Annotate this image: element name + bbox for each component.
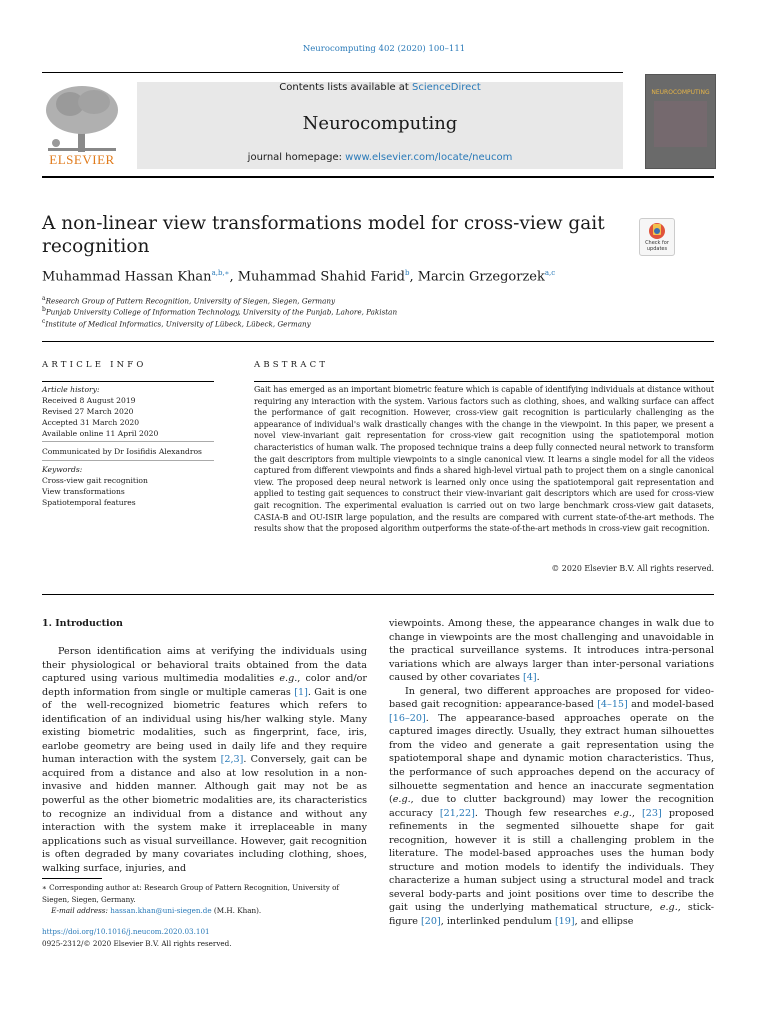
affiliation xyxy=(42,318,311,328)
paragraph xyxy=(42,645,367,875)
abstract-text: Gait has emerged as an important biometric feature which is capable of identifying individuals at distance without requiring any interaction with the system. Various factors such as clothing, shoes, and walking surface can affect the performance of gait recognition. However, cross-view gait recognition is particularly challenging as the appearance of individual's walk drastically changes with the change in the viewpoint. In this paper, we present a novel view-invariant gait representation for cross-view gait recognition using the spatiotemporal motion characteristics of human walk. The proposed technique trains a deep fully connected neural network to transform the gait descriptors from multiple viewpoints to a single canonical view. It learns a single model for all the videos captured from different viewpoints and finds a shared high-level virtual path to project them on a single canonical view. The proposed deep neural network is learned only once using the spatiotemporal gait representation and applied to testing gait sequences to construct their view-invariant gait descriptors which are used for cross-view gait recognition. The experimental evaluation is carried out on two large benchmark cross-view gait datasets, CASIA-B and OU-ISIR large population, and the results are compared with current state-of-the-art methods. The results show that the proposed algorithm outperforms the state-of-the-art methods in cross-view gait recognition. xyxy=(254,385,714,534)
section-rule xyxy=(42,341,714,342)
body-column-right xyxy=(389,617,714,929)
citation-link[interactable]: [4–15] xyxy=(597,699,628,711)
citation-link[interactable]: [19] xyxy=(554,916,575,928)
author-separator: , xyxy=(409,269,418,285)
text-run: viewpoints. Among these, the appearance changes in walk due to change in viewpoints are the most challenging and unavoidable in the practical surveillance systems. It introduces intra-personal variations which are always larger than inter-personal variations caused by other covariates xyxy=(389,618,714,684)
header-bottom-rule xyxy=(42,176,714,178)
text-run: , and ellipse xyxy=(574,916,634,928)
doi-link[interactable]: https://doi.org/10.1016/j.neucom.2020.03.101 xyxy=(42,927,210,936)
text-run: , due to clutter background) may lower the recognition accuracy xyxy=(389,794,714,819)
text-run: , stick-figure xyxy=(389,902,714,928)
italic-text: e.g. xyxy=(279,673,298,685)
citation-link[interactable]: [2,3] xyxy=(220,754,244,766)
footnote-rule xyxy=(42,878,102,879)
text-run: , color and/or depth information from single or multiple cameras xyxy=(42,673,367,698)
affiliation-text: Research Group of Pattern Recognition, University of Siegen, Siegen, Germany xyxy=(45,296,336,306)
author-affiliation-mark[interactable]: a,b,∗ xyxy=(211,269,230,277)
journal-homepage xyxy=(137,152,623,163)
article-title: A non-linear view transformations model for cross-view gait recognition xyxy=(42,213,605,257)
paragraph xyxy=(389,685,714,929)
accepted-date: Accepted 31 March 2020 xyxy=(42,418,140,427)
article-info-divider xyxy=(42,441,214,442)
keywords-label: Keywords: xyxy=(42,465,83,474)
author-separator: , xyxy=(229,269,238,285)
author-name[interactable]: Marcin Grzegorzek xyxy=(417,269,545,285)
contents-line xyxy=(137,82,623,93)
email-suffix: (M.H. Khan). xyxy=(211,906,262,915)
history-label: Article history: xyxy=(42,385,100,394)
corresponding-author-note: ∗ Corresponding author at: Research Group of Pattern Recognition, University of Siegen, Siegen, Germany. xyxy=(42,883,340,904)
text-run: , interlinked pendulum xyxy=(440,916,555,928)
section-rule xyxy=(42,594,714,595)
affiliation xyxy=(42,295,335,305)
journal-cover-image[interactable] xyxy=(645,74,716,169)
keyword: Cross-view gait recognition xyxy=(42,476,148,485)
online-date: Available online 11 April 2020 xyxy=(42,429,159,438)
cover-title: NEUROCOMPUTING xyxy=(651,89,710,96)
citation-link[interactable]: [4] xyxy=(522,672,537,684)
received-date: Received 8 August 2019 xyxy=(42,396,136,405)
affiliation-mark: a xyxy=(42,295,46,302)
affiliation xyxy=(42,306,397,316)
affiliation-mark: b xyxy=(42,306,46,313)
article-info-divider xyxy=(42,460,214,461)
abstract-rule xyxy=(254,381,714,382)
text-run: . The appearance-based approaches operate on the captured images directly. Usually, they extract human silhouettes from the video and generate a gait representation using the spatiotemporal shape and dynamic motion characteristics. Thus, the performance of such approaches depend on the accuracy of silhouette segmentation and hence an inaccurate segmentation ( xyxy=(389,712,714,806)
citation-link[interactable]: [16–20] xyxy=(389,712,426,724)
italic-text: e.g. xyxy=(659,902,678,914)
sciencedirect-link[interactable]: ScienceDirect xyxy=(412,82,481,93)
affiliation-mark: c xyxy=(42,318,46,325)
header-top-rule xyxy=(42,72,623,73)
text-run: In general, two different approaches are proposed for video-based gait recognition: appearance-based xyxy=(389,685,714,711)
body-column-left xyxy=(42,645,367,875)
introduction-heading: 1. Introduction xyxy=(42,618,123,629)
email-line xyxy=(42,905,367,917)
author-list xyxy=(42,269,555,284)
text-run: and model-based xyxy=(627,699,714,711)
text-run: . Gait is one of the well-recognized biometric features which refers to identification of an individual using his/her walking style. Many existing biometric modalities, such as fingerprint, face, iris, earlobe geometry are being used in daily life and they require human interaction with the system xyxy=(42,686,367,766)
cover-graphic xyxy=(654,101,707,147)
italic-text: e.g. xyxy=(392,794,411,806)
citation-link[interactable]: [20] xyxy=(421,916,441,928)
author-name[interactable]: Muhammad Hassan Khan xyxy=(42,269,212,285)
email-label: E-mail address: xyxy=(51,906,111,915)
text-run: , xyxy=(631,807,643,819)
citation-link[interactable]: [21,22] xyxy=(439,807,475,819)
paragraph xyxy=(389,617,714,685)
check-for-updates-badge[interactable] xyxy=(639,218,675,256)
italic-text: e.g. xyxy=(613,807,632,819)
text-run: . xyxy=(536,672,540,684)
issn-copyright: 0925-2312/© 2020 Elsevier B.V. All rights reserved. xyxy=(42,939,232,948)
citation-link[interactable]: [23] xyxy=(642,807,662,819)
journal-title: Neurocomputing xyxy=(302,113,458,134)
elsevier-wordmark: ELSEVIER xyxy=(49,152,115,167)
footnote xyxy=(42,882,367,917)
text-run: . Though few researches xyxy=(474,807,614,819)
citation-link[interactable]: [1] xyxy=(294,686,308,698)
check-updates-icon xyxy=(640,219,674,241)
author-affiliation-mark[interactable]: a,c xyxy=(544,269,556,277)
contents-prefix: Contents lists available at xyxy=(279,82,413,93)
communicated-by: Communicated by Dr Iosifidis Alexandros xyxy=(42,447,202,456)
author-name[interactable]: Muhammad Shahid Farid xyxy=(237,269,405,285)
abstract-copyright: © 2020 Elsevier B.V. All rights reserved. xyxy=(551,564,714,573)
email-link[interactable]: hassan.khan@uni-siegen.de xyxy=(110,906,212,915)
keyword: Spatiotemporal features xyxy=(42,498,136,507)
article-info-heading: ARTICLE INFO xyxy=(42,360,147,370)
text-run: Person identification aims at verifying the individuals using their physiological or behavioral traits obtained from the data captured using various multimedia modalities xyxy=(42,646,367,685)
text-run: . Conversely, gait can be acquired from a distance and also at low resolution in a non-invasive and hidden manner. Although gait may not be as powerful as the other biometric modalities are, its characteristics to recognize an individual from a distance and without any interaction with the system make it irreplaceable in many applications such as visual surveillance. However, gait recognition is often degraded by many covariates including clothing, shoes, walking surface, injuries, and xyxy=(42,754,367,874)
journal-reference[interactable]: Neurocomputing 402 (2020) 100–111 xyxy=(302,44,466,54)
keyword: View transformations xyxy=(42,487,125,496)
affiliation-text: Institute of Medical Informatics, University of Lübeck, Lübeck, Germany xyxy=(45,319,311,329)
abstract-heading: ABSTRACT xyxy=(254,360,329,370)
check-updates-label: Check for updates xyxy=(645,240,669,252)
homepage-prefix: journal homepage: xyxy=(247,152,346,163)
revised-date: Revised 27 March 2020 xyxy=(42,407,134,416)
author-affiliation-mark[interactable]: b xyxy=(404,269,410,277)
homepage-link[interactable]: www.elsevier.com/locate/neucom xyxy=(345,152,513,163)
affiliation-text: Punjab University College of Information Technology, University of the Punjab, Lahore, Pakistan xyxy=(45,307,398,317)
article-info-rule xyxy=(42,381,214,382)
text-run: proposed refinements in the segmented silhouette shape for gait recognition, however it is still a challenging problem in the literature. The model-based approaches uses the human body structure and motion models to identify the individuals. They characterize a human subject using a structural model and track several body-parts and joint positions over time to describe the gait using the underlying mathematical structure, xyxy=(389,807,714,914)
